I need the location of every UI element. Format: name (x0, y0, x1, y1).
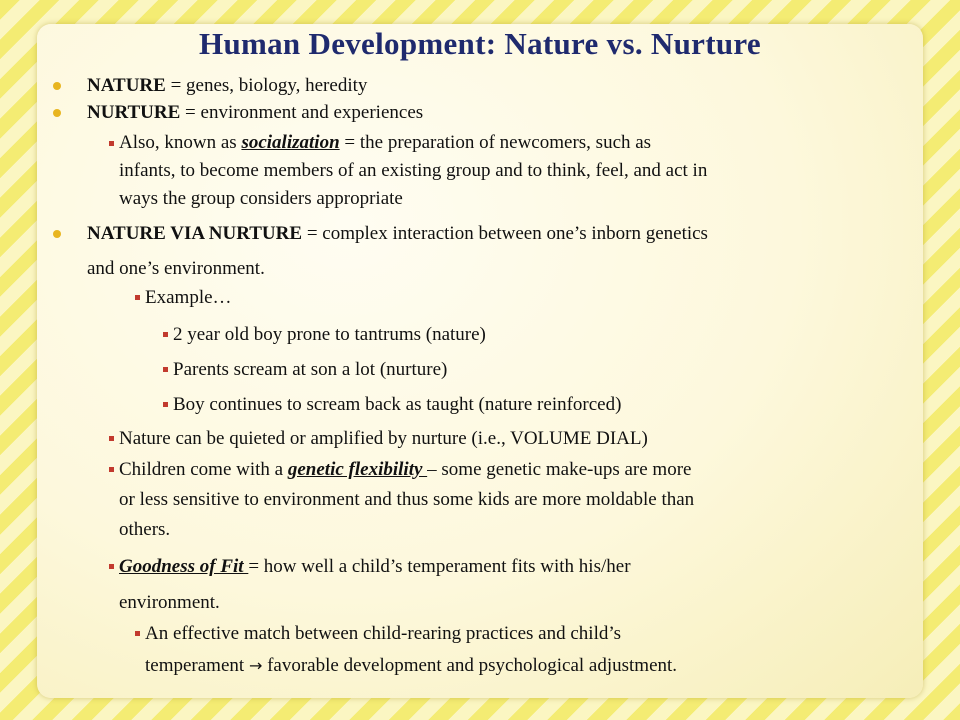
bullet-nature-via-nurture: NATURE VIA NURTURE = complex interaction between one’s inborn genetics and one’s environment. (87, 216, 708, 286)
bullet-dot-icon (53, 82, 61, 90)
volume-dial-item: Nature can be quieted or amplified by nurture (i.e., VOLUME DIAL) (119, 424, 648, 454)
effective-match-item: An effective match between child-rearing practices and child’s temperament → favorable development and psychological adjustment. (145, 618, 677, 682)
sub-bullet-icon (163, 402, 168, 407)
sub-bullet-icon (135, 631, 140, 636)
sub-bullet-icon (109, 436, 114, 441)
example-label-item: Example… (145, 283, 232, 313)
term-genetic-flexibility: genetic flexibility (287, 459, 428, 480)
bullet-nurture (87, 98, 423, 128)
sub-bullet-icon (109, 141, 114, 146)
bullet-nature (87, 71, 367, 101)
slide-title: Human Development: Nature vs. Nurture (199, 26, 761, 61)
term-goodness-of-fit: Goodness of Fit (119, 556, 249, 577)
sub-bullet-icon (163, 367, 168, 372)
genetic-flexibility-item: Children come with a genetic flexibility – some genetic make-ups are more or less sensitive to environment and thus some kids are more moldable than others. (119, 455, 694, 545)
goodness-of-fit-item: Goodness of Fit = how well a child’s temperament fits with his/her environment. (119, 549, 631, 621)
term-nature-via-nurture: NATURE VIA NURTURE (87, 223, 303, 244)
term-nature: NATURE (87, 75, 166, 96)
sub-bullet-icon (135, 295, 140, 300)
bullet-dot-icon (53, 230, 61, 238)
example-item: Boy continues to scream back as taught (nature reinforced) (173, 390, 621, 420)
example-item: Parents scream at son a lot (nurture) (173, 355, 447, 385)
sub-bullet-icon (109, 564, 114, 569)
bullet-dot-icon (53, 109, 61, 117)
nature-definition: = genes, biology, heredity (165, 75, 368, 96)
term-socialization: socialization (241, 132, 340, 153)
term-nurture: NURTURE (87, 102, 181, 123)
right-arrow-icon: → (248, 656, 263, 675)
slide (37, 24, 923, 698)
socialization-item: Also, known as socialization = the preparation of newcomers, such as infants, to become members of an existing group and to think, feel, and act in ways the group considers appropriate (119, 129, 707, 213)
sub-bullet-icon (163, 332, 168, 337)
sub-bullet-icon (109, 467, 114, 472)
example-item: 2 year old boy prone to tantrums (nature) (173, 320, 486, 350)
nurture-definition: = environment and experiences (180, 102, 424, 123)
